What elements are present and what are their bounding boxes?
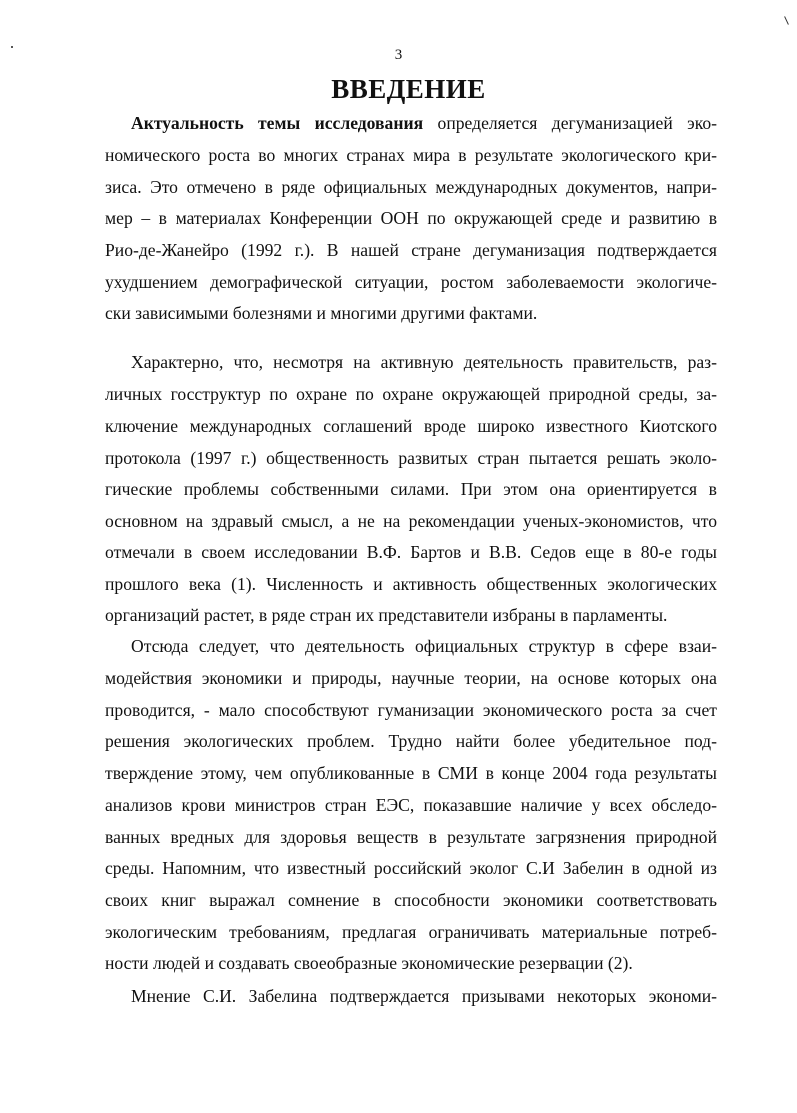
text-line: решения экологических проблем. Трудно найти более убедительное под- xyxy=(105,731,717,751)
text-line: личных госструктур по охране по охране окружающей природной среды, за- xyxy=(105,384,717,404)
text-line: своих книг выражал сомнение в способности экономики соответствовать xyxy=(105,890,717,910)
text-line: гические проблемы собственными силами. При этом она ориентируется в xyxy=(105,479,717,499)
text-line: организаций растет, в ряде стран их представители избраны в парламенты. xyxy=(105,605,668,625)
text-line: тверждение этому, чем опубликованные в СМИ в конце 2004 года результаты xyxy=(105,763,717,783)
text-line: экологическим требованиям, предлагая ограничивать материальные потреб- xyxy=(105,922,717,942)
text-line: проводится, - мало способствуют гуманизации экономического роста за счет xyxy=(105,700,717,720)
text-line: среды. Напомним, что известный российский эколог С.И Забелин в одной из xyxy=(105,858,717,878)
text-line: отмечали в своем исследовании В.Ф. Бартов и В.В. Седов еще в 80-е годы xyxy=(105,542,717,562)
text-line: ключение международных соглашений вроде широко известного Киотского xyxy=(105,416,717,436)
text-line: ванных вредных для здоровья веществ в результате загрязнения природной xyxy=(105,827,717,847)
scan-mark xyxy=(784,16,789,25)
line-text: определяется дегуманизацией эко- xyxy=(423,113,718,133)
text-line: ски зависимыми болезнями и многими другими фактами. xyxy=(105,303,538,323)
text-line: Отсюда следует, что деятельность официальных структур в сфере взаи- xyxy=(131,636,717,656)
section-title: ВВЕДЕНИЕ xyxy=(331,74,486,104)
text-line: мер – в материалах Конференции ООН по окружающей среде и развитию в xyxy=(105,208,717,228)
bold-lead: Актуальность темы исследования xyxy=(131,113,424,133)
text-line xyxy=(131,113,717,133)
text-line: ухудшением демографической ситуации, ростом заболеваемости экологиче- xyxy=(105,272,717,292)
text-line: протокола (1997 г.) общественность развитых стран пытается решать эколо- xyxy=(105,448,717,468)
text-line: зиса. Это отмечено в ряде официальных международных документов, напри- xyxy=(105,177,717,197)
page-number: 3 xyxy=(394,47,403,63)
text-line: Мнение С.И. Забелина подтверждается призывами некоторых экономи- xyxy=(131,986,717,1006)
text-line: прошлого века (1). Численность и активность общественных экологических xyxy=(105,574,717,594)
text-line: Характерно, что, несмотря на активную деятельность правительств, раз- xyxy=(131,352,717,372)
text-line: модействия экономики и природы, научные теории, на основе которых она xyxy=(105,668,717,688)
text-line: номического роста во многих странах мира в результате экологического кри- xyxy=(105,145,717,165)
text-line: основном на здравый смысл, а не на рекомендации ученых-экономистов, что xyxy=(105,511,717,531)
text-line: ности людей и создавать своеобразные экономические резервации (2). xyxy=(105,953,633,973)
text-line: Рио-де-Жанейро (1992 г.). В нашей стране дегуманизация подтверждается xyxy=(105,240,717,260)
text-line: анализов крови министров стран ЕЭС, показавшие наличие у всех обследо- xyxy=(105,795,717,815)
